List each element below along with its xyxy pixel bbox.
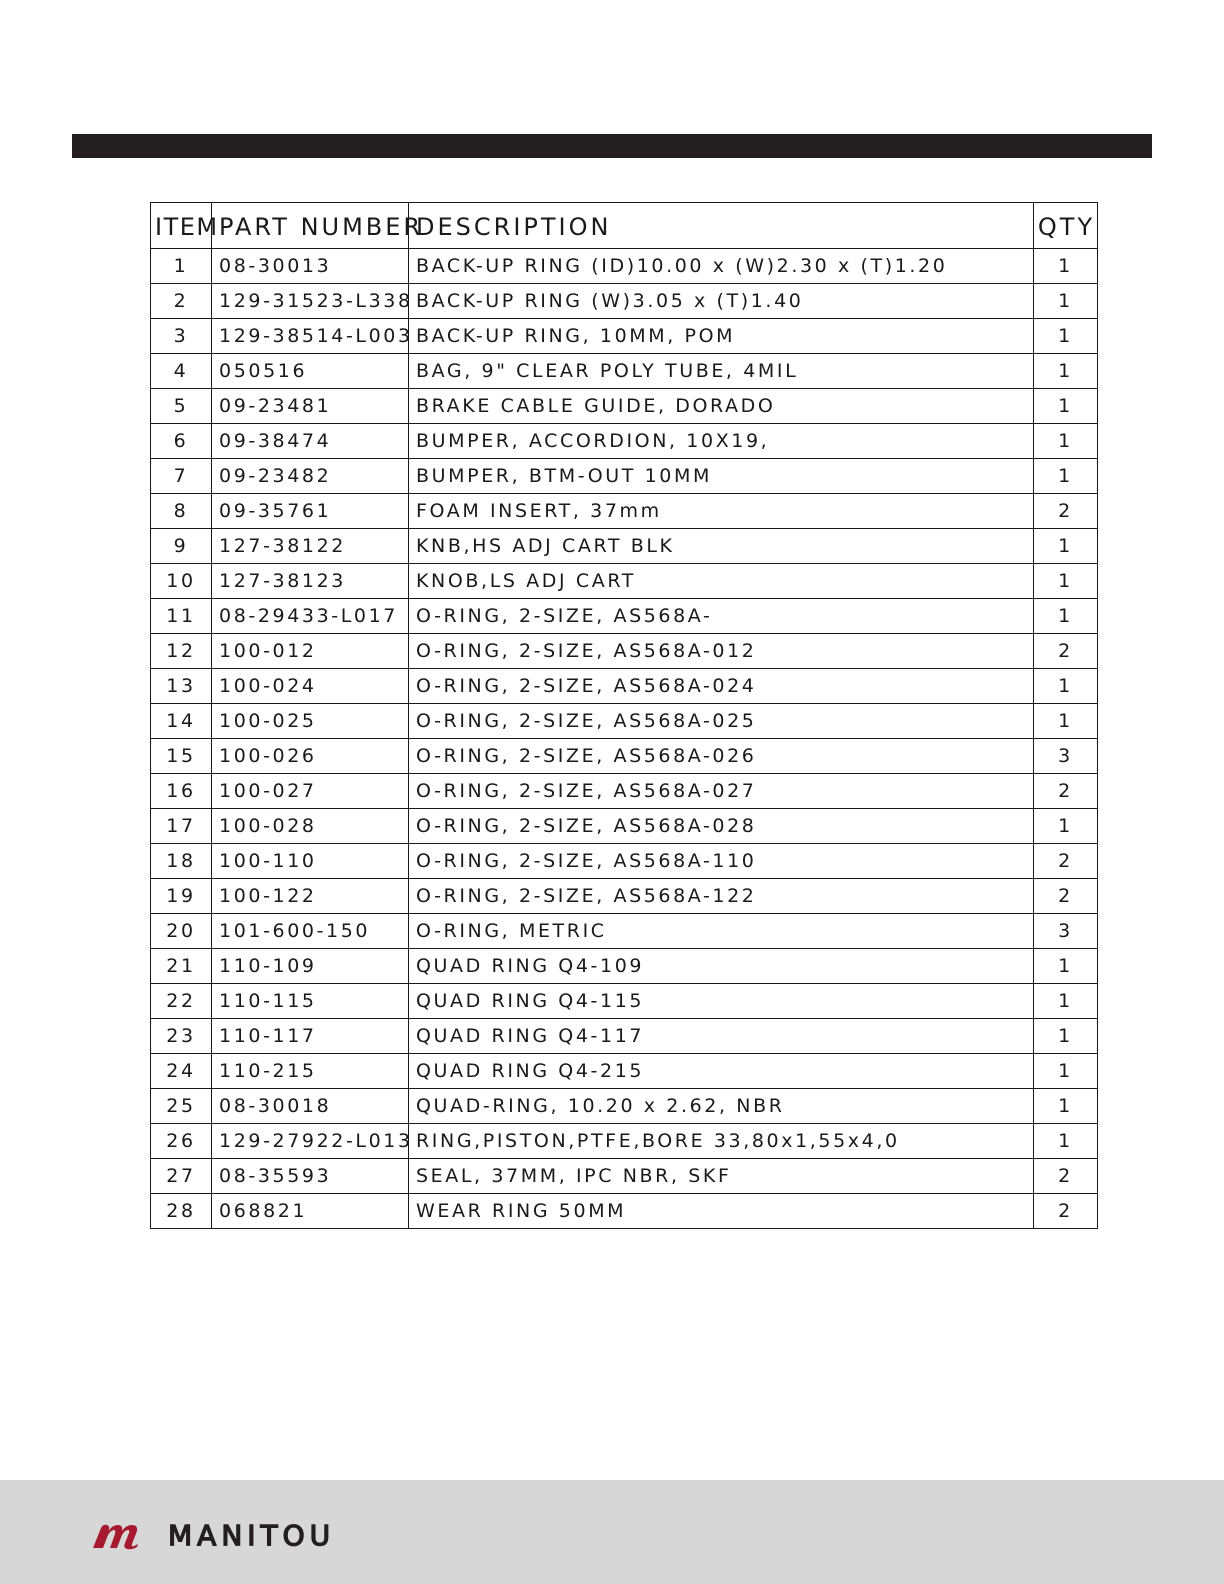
cell-description: QUAD RING Q4-109 [409, 949, 1034, 984]
cell-description: BACK-UP RING, 10MM, POM [409, 319, 1034, 354]
cell-item: 2 [151, 284, 212, 319]
cell-part-number: 08-30013 [212, 249, 409, 284]
cell-description: O-RING, 2-SIZE, AS568A-026 [409, 739, 1034, 774]
cell-item: 11 [151, 599, 212, 634]
table-row [151, 1159, 1098, 1194]
cell-description: O-RING, 2-SIZE, AS568A-122 [409, 879, 1034, 914]
cell-part-number: 129-27922-L013 [212, 1124, 409, 1159]
cell-description: BRAKE CABLE GUIDE, DORADO [409, 389, 1034, 424]
cell-qty: 1 [1034, 564, 1098, 599]
cell-item: 24 [151, 1054, 212, 1089]
table-row [151, 494, 1098, 529]
cell-item: 17 [151, 809, 212, 844]
brand-name: MANITOU [168, 1518, 336, 1552]
cell-part-number: 129-38514-L003 [212, 319, 409, 354]
parts-table-body [151, 249, 1098, 1229]
table-row [151, 1124, 1098, 1159]
cell-qty: 2 [1034, 879, 1098, 914]
cell-item: 10 [151, 564, 212, 599]
table-row [151, 739, 1098, 774]
table-row [151, 704, 1098, 739]
table-row [151, 879, 1098, 914]
cell-qty: 2 [1034, 1194, 1098, 1229]
table-row [151, 249, 1098, 284]
table-row [151, 459, 1098, 494]
table-header-row [151, 203, 1098, 249]
table-row [151, 564, 1098, 599]
cell-item: 15 [151, 739, 212, 774]
cell-part-number: 08-29433-L017 [212, 599, 409, 634]
table-row [151, 599, 1098, 634]
cell-item: 20 [151, 914, 212, 949]
cell-qty: 1 [1034, 424, 1098, 459]
cell-part-number: 127-38122 [212, 529, 409, 564]
cell-qty: 1 [1034, 599, 1098, 634]
cell-part-number: 110-115 [212, 984, 409, 1019]
cell-part-number: 100-122 [212, 879, 409, 914]
cell-qty: 1 [1034, 984, 1098, 1019]
cell-item: 16 [151, 774, 212, 809]
table-row [151, 1054, 1098, 1089]
cell-qty: 1 [1034, 669, 1098, 704]
cell-qty: 3 [1034, 739, 1098, 774]
table-row [151, 844, 1098, 879]
cell-qty: 2 [1034, 494, 1098, 529]
table-row [151, 389, 1098, 424]
manitou-m-logo-icon [90, 1520, 152, 1550]
column-header-qty: QTY [1034, 203, 1098, 249]
cell-part-number: 110-215 [212, 1054, 409, 1089]
cell-item: 22 [151, 984, 212, 1019]
cell-part-number: 110-117 [212, 1019, 409, 1054]
cell-item: 8 [151, 494, 212, 529]
cell-part-number: 101-600-150 [212, 914, 409, 949]
cell-part-number: 09-23482 [212, 459, 409, 494]
cell-description: BUMPER, ACCORDION, 10X19, [409, 424, 1034, 459]
cell-description: SEAL, 37MM, IPC NBR, SKF [409, 1159, 1034, 1194]
column-header-item: ITEM [151, 203, 212, 249]
cell-qty: 1 [1034, 354, 1098, 389]
cell-description: O-RING, 2-SIZE, AS568A-027 [409, 774, 1034, 809]
cell-qty: 2 [1034, 1159, 1098, 1194]
column-header-part-number: PART NUMBER [212, 203, 409, 249]
cell-description: WEAR RING 50MM [409, 1194, 1034, 1229]
table-row [151, 424, 1098, 459]
table-row [151, 1194, 1098, 1229]
cell-part-number: 09-38474 [212, 424, 409, 459]
cell-item: 21 [151, 949, 212, 984]
cell-item: 9 [151, 529, 212, 564]
cell-part-number: 09-35761 [212, 494, 409, 529]
table-row [151, 984, 1098, 1019]
cell-qty: 1 [1034, 1019, 1098, 1054]
table-row [151, 319, 1098, 354]
cell-qty: 1 [1034, 1124, 1098, 1159]
brand-logo [90, 1518, 335, 1552]
cell-qty: 2 [1034, 844, 1098, 879]
cell-description: QUAD RING Q4-117 [409, 1019, 1034, 1054]
cell-description: QUAD-RING, 10.20 x 2.62, NBR [409, 1089, 1034, 1124]
cell-description: BACK-UP RING (W)3.05 x (T)1.40 [409, 284, 1034, 319]
cell-qty: 1 [1034, 1089, 1098, 1124]
cell-item: 12 [151, 634, 212, 669]
cell-item: 23 [151, 1019, 212, 1054]
cell-part-number: 100-027 [212, 774, 409, 809]
table-row [151, 1019, 1098, 1054]
cell-item: 1 [151, 249, 212, 284]
cell-part-number: 100-024 [212, 669, 409, 704]
cell-description: RING,PISTON,PTFE,BORE 33,80x1,55x4,0 [409, 1124, 1034, 1159]
table-row [151, 1089, 1098, 1124]
cell-description: O-RING, 2-SIZE, AS568A-025 [409, 704, 1034, 739]
cell-qty: 1 [1034, 809, 1098, 844]
cell-part-number: 100-026 [212, 739, 409, 774]
cell-part-number: 100-025 [212, 704, 409, 739]
table-row [151, 529, 1098, 564]
cell-qty: 1 [1034, 319, 1098, 354]
cell-item: 6 [151, 424, 212, 459]
cell-item: 13 [151, 669, 212, 704]
cell-part-number: 129-31523-L338 [212, 284, 409, 319]
cell-description: BACK-UP RING (ID)10.00 x (W)2.30 x (T)1.20 [409, 249, 1034, 284]
cell-item: 5 [151, 389, 212, 424]
table-row [151, 774, 1098, 809]
cell-qty: 1 [1034, 1054, 1098, 1089]
cell-description: O-RING, METRIC [409, 914, 1034, 949]
cell-part-number: 050516 [212, 354, 409, 389]
cell-part-number: 100-028 [212, 809, 409, 844]
cell-part-number: 110-109 [212, 949, 409, 984]
cell-part-number: 100-110 [212, 844, 409, 879]
column-header-description: DESCRIPTION [409, 203, 1034, 249]
cell-qty: 1 [1034, 949, 1098, 984]
table-row [151, 669, 1098, 704]
table-row [151, 354, 1098, 389]
cell-description: QUAD RING Q4-115 [409, 984, 1034, 1019]
cell-part-number: 127-38123 [212, 564, 409, 599]
cell-description: O-RING, 2-SIZE, AS568A- [409, 599, 1034, 634]
cell-part-number: 100-012 [212, 634, 409, 669]
cell-qty: 2 [1034, 774, 1098, 809]
cell-item: 26 [151, 1124, 212, 1159]
cell-qty: 3 [1034, 914, 1098, 949]
cell-item: 4 [151, 354, 212, 389]
parts-list-table [150, 202, 1098, 1229]
cell-qty: 1 [1034, 704, 1098, 739]
cell-description: O-RING, 2-SIZE, AS568A-028 [409, 809, 1034, 844]
table-row [151, 634, 1098, 669]
cell-qty: 1 [1034, 284, 1098, 319]
table-row [151, 914, 1098, 949]
cell-item: 28 [151, 1194, 212, 1229]
cell-description: KNOB,LS ADJ CART [409, 564, 1034, 599]
cell-qty: 1 [1034, 249, 1098, 284]
cell-item: 19 [151, 879, 212, 914]
cell-item: 27 [151, 1159, 212, 1194]
cell-description: KNB,HS ADJ CART BLK [409, 529, 1034, 564]
cell-description: BUMPER, BTM-OUT 10MM [409, 459, 1034, 494]
cell-description: QUAD RING Q4-215 [409, 1054, 1034, 1089]
header-bar [72, 134, 1152, 158]
cell-description: O-RING, 2-SIZE, AS568A-012 [409, 634, 1034, 669]
cell-item: 14 [151, 704, 212, 739]
cell-description: FOAM INSERT, 37mm [409, 494, 1034, 529]
cell-qty: 1 [1034, 389, 1098, 424]
cell-item: 7 [151, 459, 212, 494]
cell-description: O-RING, 2-SIZE, AS568A-024 [409, 669, 1034, 704]
cell-part-number: 068821 [212, 1194, 409, 1229]
cell-qty: 1 [1034, 459, 1098, 494]
cell-item: 18 [151, 844, 212, 879]
cell-qty: 1 [1034, 529, 1098, 564]
cell-part-number: 08-35593 [212, 1159, 409, 1194]
cell-description: O-RING, 2-SIZE, AS568A-110 [409, 844, 1034, 879]
cell-qty: 2 [1034, 634, 1098, 669]
table-row [151, 809, 1098, 844]
cell-description: BAG, 9" CLEAR POLY TUBE, 4MIL [409, 354, 1034, 389]
cell-item: 25 [151, 1089, 212, 1124]
cell-part-number: 09-23481 [212, 389, 409, 424]
table-row [151, 284, 1098, 319]
table-row [151, 949, 1098, 984]
cell-item: 3 [151, 319, 212, 354]
cell-part-number: 08-30018 [212, 1089, 409, 1124]
